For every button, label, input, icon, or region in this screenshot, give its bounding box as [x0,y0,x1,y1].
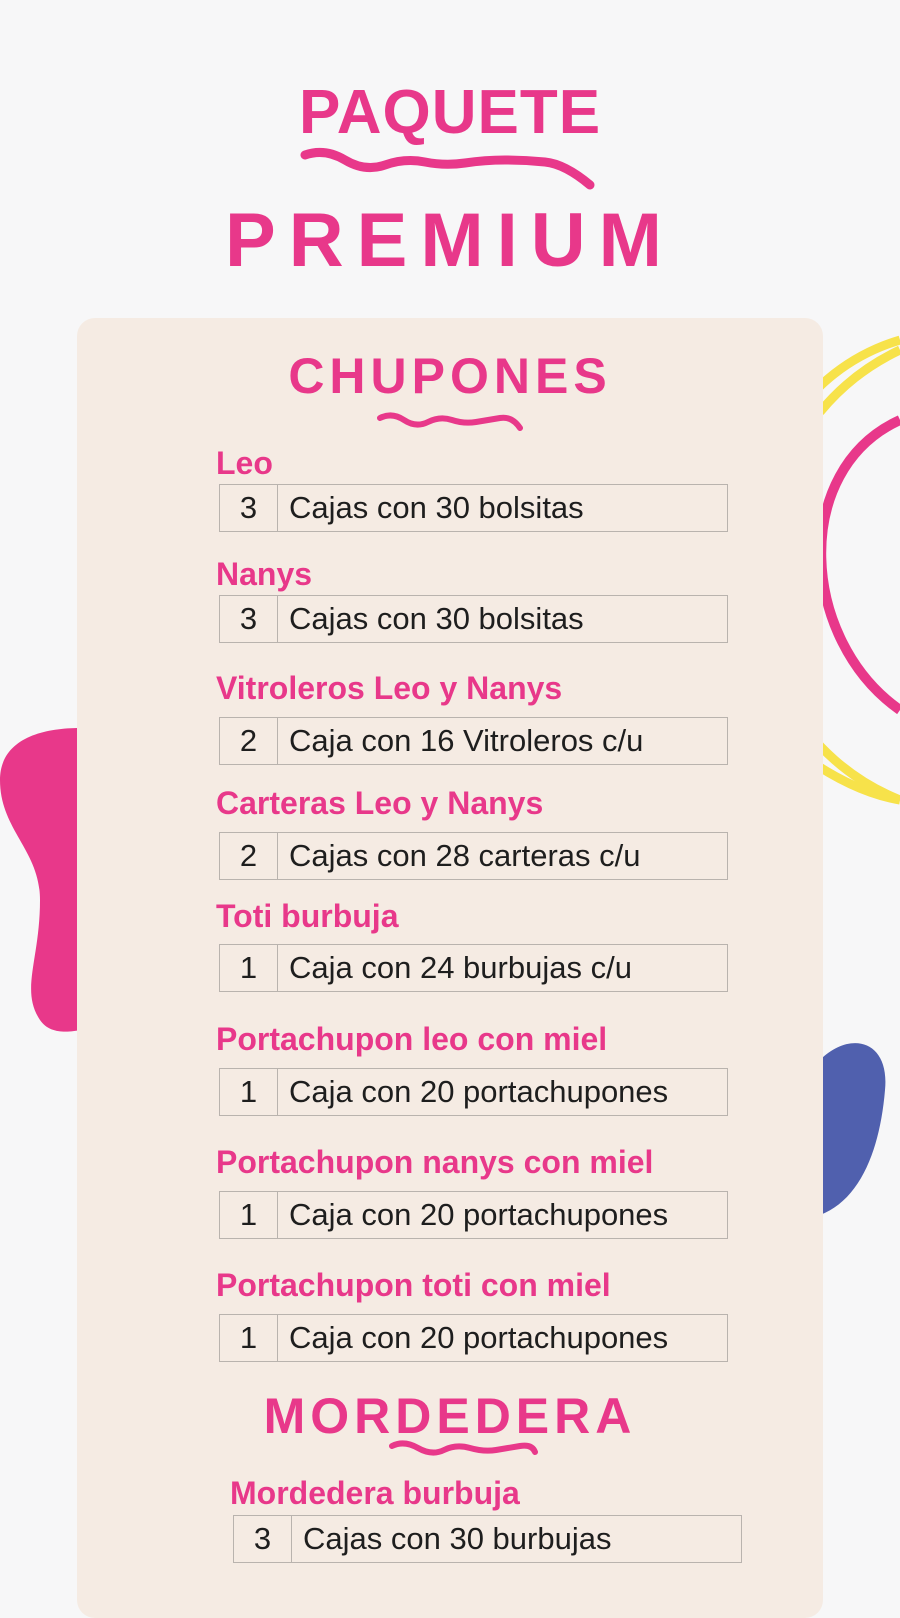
item-qty: 2 [220,718,278,764]
title-paquete: PAQUETE [298,78,602,147]
item-title: Mordedera burbuja [230,1475,520,1511]
item-qty: 1 [220,1069,278,1115]
item-qty: 1 [220,1192,278,1238]
item-title: Carteras Leo y Nanys [216,785,544,821]
title-premium: PREMIUM [225,198,675,283]
item-qty: 1 [220,1315,278,1361]
item-row [219,944,728,992]
item-row [219,484,728,532]
item-desc: Caja con 20 portachupones [289,1197,669,1232]
section-title-mordedera: MORDEDERA [263,1388,637,1444]
item-row [219,717,728,765]
item-desc: Caja con 20 portachupones [289,1074,669,1109]
item-qty: 1 [220,945,278,991]
item-qty: 3 [220,596,278,642]
item-row [219,595,728,643]
item-row [219,1314,728,1362]
item-title: Portachupon nanys con miel [216,1144,654,1180]
item-title: Leo [216,445,273,481]
blue-blob-decoration [820,1043,885,1215]
item-row [219,1068,728,1116]
item-row [219,832,728,880]
item-qty: 3 [220,485,278,531]
item-desc: Cajas con 30 bolsitas [289,601,584,636]
item-title: Vitroleros Leo y Nanys [216,670,563,706]
item-row [219,1191,728,1239]
item-desc: Caja con 24 burbujas c/u [289,950,632,985]
item-title: Portachupon leo con miel [216,1021,608,1057]
item-title: Toti burbuja [216,898,399,934]
item-desc: Cajas con 30 bolsitas [289,490,584,525]
item-qty: 2 [220,833,278,879]
item-desc: Caja con 20 portachupones [289,1320,669,1355]
item-desc: Caja con 16 Vitroleros c/u [289,723,644,758]
section-title-chupones: CHUPONES [288,348,612,404]
pink-ring-decoration [821,420,900,710]
item-desc: Cajas con 28 carteras c/u [289,838,641,873]
wave-underline-header [305,152,590,185]
pink-blob-decoration [0,728,80,1032]
item-desc: Cajas con 30 burbujas [303,1521,612,1556]
item-qty: 3 [234,1516,292,1562]
item-title: Nanys [216,556,313,592]
item-row [233,1515,742,1563]
item-title: Portachupon toti con miel [216,1267,611,1303]
